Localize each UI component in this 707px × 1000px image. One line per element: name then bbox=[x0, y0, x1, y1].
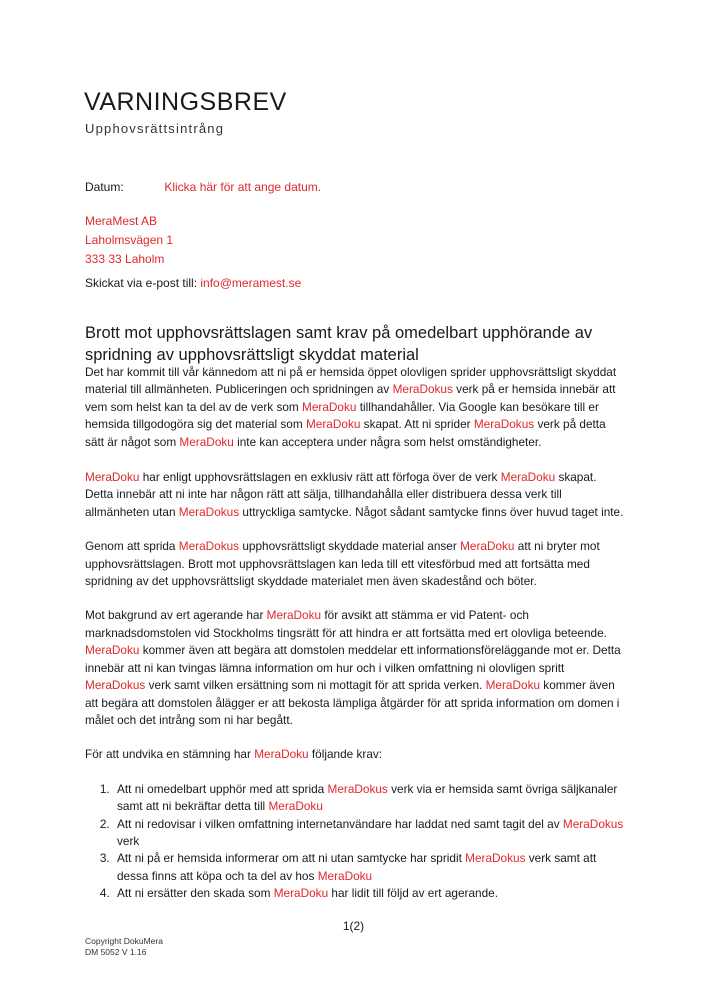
company-name-field[interactable]: MeraDokus bbox=[178, 504, 240, 519]
text-run: Att ni ersätter den skada som bbox=[117, 886, 274, 901]
demand-item bbox=[113, 781, 625, 816]
text-run: Att ni på er hemsida informerar om att ni utan samtycke har spridit bbox=[117, 851, 466, 866]
company-name-field[interactable]: MeraDoku bbox=[485, 678, 541, 693]
company-name-field[interactable]: MeraDokus bbox=[327, 781, 388, 796]
recipient-postal[interactable]: 333 33 Laholm bbox=[85, 252, 165, 266]
recipient-street[interactable]: Laholmsvägen 1 bbox=[85, 233, 174, 247]
paragraph bbox=[85, 607, 625, 729]
text-run: verk via er hemsida samt övriga säljkanaler samt att ni bekräftar detta till bbox=[117, 781, 618, 814]
paragraph bbox=[85, 469, 625, 521]
sent-via-label: Skickat via e-post till: bbox=[85, 276, 201, 290]
company-name-field[interactable]: MeraDoku bbox=[273, 886, 329, 901]
text-run: har lidit till följd av ert agerande. bbox=[328, 886, 498, 901]
demand-item bbox=[113, 816, 625, 851]
company-name-field[interactable]: MeraDoku bbox=[302, 399, 357, 414]
company-name-field[interactable]: MeraDoku bbox=[500, 470, 556, 485]
demand-item bbox=[113, 885, 625, 902]
text-run: Genom att sprida bbox=[85, 539, 179, 554]
text-run: skapat. Detta innebär att ni inte har någon rätt att sälja, tillhandahålla eller distribuera dessa verk till allmänheten utan bbox=[85, 470, 597, 519]
paragraph bbox=[85, 746, 625, 763]
text-run: kommer även att begära att domstolen meddelar ett informationsföreläggande mot er. Detta innebär att ni kan tvingas lämna information om hur och i vilken omfattning ni olovligen spritt bbox=[85, 643, 621, 675]
sent-via-line bbox=[85, 276, 301, 290]
letter-heading: Brott mot upphovsrättslagen samt krav på omedelbart upphörande av spridning av upphovsrättsligt skyddat material bbox=[85, 324, 593, 364]
text-run: verk samt vilken ersättning som ni mottagit för att sprida verken. bbox=[145, 678, 486, 693]
datum-row bbox=[85, 180, 321, 194]
recipient-address bbox=[85, 212, 173, 269]
footer-doc-id: DM 5052 V 1.16 bbox=[85, 947, 147, 957]
letter-body bbox=[85, 364, 625, 903]
company-name-field[interactable]: MeraDoku bbox=[317, 868, 373, 883]
company-name-field[interactable]: MeraDokus bbox=[392, 382, 453, 397]
datum-label: Datum: bbox=[85, 180, 124, 194]
text-run: följande krav: bbox=[308, 747, 383, 762]
text-run: Det har kommit till vår kännedom att ni på er hemsida öppet olovligen sprider upphovsrättsligt skyddat material till allmänheten. Publiceringen och spridningen av bbox=[85, 365, 617, 397]
company-name-field[interactable]: MeraDokus bbox=[85, 678, 146, 693]
text-run: att ni bryter mot upphovsrättslagen. Brott mot upphovsrättslagen kan leda till ett vitesförbud med att fortsätta med spridning av det upphovsrättsligt skyddade materialet men även skadestånd och böter. bbox=[85, 539, 600, 589]
text-run: verk bbox=[117, 833, 140, 848]
text-run: verk på detta sätt är något som bbox=[85, 417, 606, 449]
company-name-field[interactable]: MeraDoku bbox=[460, 539, 515, 554]
company-name-field[interactable]: MeraDoku bbox=[305, 417, 361, 432]
text-run: kommer även att begära att domstolen ålägger er att bekosta lämpliga åtgärder för att sprida information om domen i målet och det intrång som ni har begått. bbox=[85, 678, 620, 727]
company-name-field[interactable]: MeraDokus bbox=[473, 417, 535, 432]
text-run: tillhandahåller. Via Google kan besökare till er hemsida tillgodogöra sig det material som bbox=[85, 399, 599, 432]
document-title: VARNINGSBREV bbox=[84, 88, 287, 116]
recipient-company[interactable]: MeraMest AB bbox=[85, 214, 158, 228]
company-name-field[interactable]: MeraDokus bbox=[562, 816, 624, 831]
paragraph bbox=[85, 538, 625, 590]
document-subtitle: Upphovsrättsintrång bbox=[85, 121, 225, 136]
text-run: verk på er hemsida innebär att vem som helst kan ta del av de verk som bbox=[85, 382, 616, 414]
text-run: Att ni omedelbart upphör med att sprida bbox=[117, 781, 328, 796]
text-run: För att undvika en stämning har bbox=[85, 747, 255, 762]
footer-copyright: Copyright DokuMera bbox=[85, 936, 163, 946]
text-run: har enligt upphovsrättslagen en exklusiv rätt att förfoga över de verk bbox=[139, 470, 501, 485]
text-run: för avsikt att stämma er vid Patent- och marknadsdomstolen vid Stockholms tingsrätt för att hindra er att fortsätta med ert olovliga beteende. bbox=[85, 608, 607, 640]
demand-item bbox=[113, 850, 625, 885]
text-run: uttryckliga samtycke. Något sådant samtycke finns över huvud taget inte. bbox=[239, 504, 624, 519]
text-run: skapat. Att ni sprider bbox=[360, 417, 474, 432]
text-run: upphovsrättsligt skyddade material anser bbox=[239, 539, 461, 554]
recipient-email[interactable]: info@meramest.se bbox=[200, 276, 302, 290]
demands-list bbox=[85, 781, 625, 903]
company-name-field[interactable]: MeraDoku bbox=[85, 470, 140, 485]
page-number: 1(2) bbox=[342, 919, 365, 933]
text-run: inte kan acceptera under några som helst omständigheter. bbox=[233, 434, 542, 449]
text-run: Mot bakgrund av ert agerande har bbox=[85, 608, 267, 623]
company-name-field[interactable]: MeraDokus bbox=[178, 539, 240, 554]
company-name-field[interactable]: MeraDoku bbox=[85, 643, 140, 658]
company-name-field[interactable]: MeraDoku bbox=[179, 434, 234, 449]
text-run: verk samt att dessa finns att köpa och ta del av hos bbox=[117, 851, 597, 883]
document-footer bbox=[85, 936, 163, 958]
text-run: Att ni redovisar i vilken omfattning internetanvändare har laddat ned samt tagit del av bbox=[117, 816, 563, 831]
company-name-field[interactable]: MeraDoku bbox=[266, 608, 322, 623]
datum-placeholder-field[interactable]: Klicka här för att ange datum. bbox=[164, 180, 322, 194]
company-name-field[interactable]: MeraDoku bbox=[268, 799, 323, 814]
company-name-field[interactable]: MeraDokus bbox=[465, 851, 526, 866]
paragraph bbox=[85, 364, 625, 451]
company-name-field[interactable]: MeraDoku bbox=[254, 747, 309, 762]
